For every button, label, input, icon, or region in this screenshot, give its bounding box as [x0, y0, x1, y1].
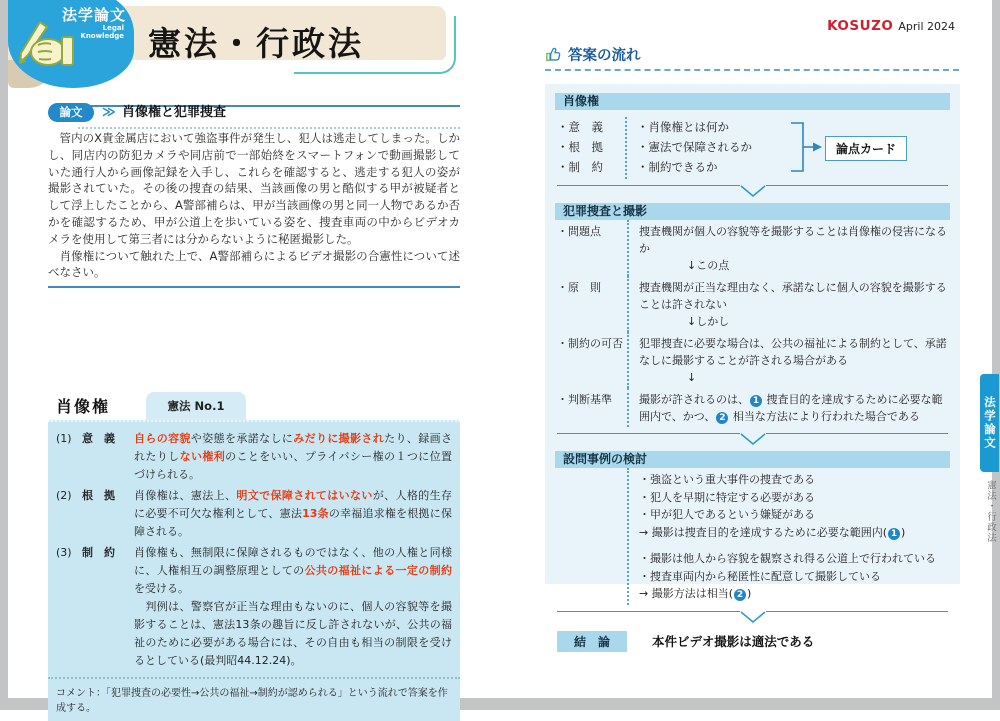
chevron-right-icon: ≫ — [102, 105, 116, 120]
case-row — [557, 468, 950, 605]
element — [39, 59, 51, 60]
topic-card: 論点カード — [825, 136, 907, 161]
page-sheet — [8, 0, 992, 714]
knowledge-box-body — [48, 420, 460, 677]
answer-flow-title: 答案の流れ — [568, 48, 641, 64]
text-segment: ) — [901, 525, 906, 539]
magazine-issue — [827, 18, 955, 34]
circled-number-icon: 2 — [716, 412, 728, 424]
brand-subtitle-line2: Knowledge — [80, 32, 124, 40]
bullet-item: ・捜査車両内から秘匿性に配意して撮影している — [639, 569, 881, 583]
side-tab-category: 法学論文 — [980, 374, 999, 472]
flow-connector — [557, 185, 948, 198]
element — [813, 143, 822, 152]
portrait-section-row — [557, 117, 950, 179]
knowledge-box — [48, 392, 460, 721]
arrow-note: ↓ — [687, 371, 697, 384]
row-label-empty — [557, 468, 627, 605]
conclusion-text: 本件ビデオ撮影は適法である — [652, 634, 815, 649]
side-tab-subcategory: 憲法・行政法 — [985, 480, 996, 543]
bullet-item: ・甲が犯人であるという嫌疑がある — [639, 508, 815, 521]
bullet-item: ・撮影は他人から容貌を観察され得る公道上で行われている — [639, 552, 936, 565]
connector-line — [766, 611, 949, 612]
answer-flow-heading — [545, 44, 641, 65]
text-segment: 捜査目的を達成するために必要な範囲内で、かつ、 — [639, 393, 943, 423]
circled-number-icon: 2 — [734, 589, 746, 601]
text-segment: 明文で保障されてはいない — [236, 489, 373, 502]
row-text — [639, 335, 950, 369]
text-segment: のことをいい、プライバシー権の１つに位置づけられる。 — [134, 450, 452, 481]
text-segment: を受ける。 — [134, 582, 189, 595]
knowledge-box-tab: 憲法 No.1 — [146, 392, 246, 420]
element — [20, 59, 25, 63]
row-content — [627, 276, 950, 332]
row-content — [627, 388, 950, 427]
text-segment: 公共の福祉による一定の制約 — [304, 564, 453, 577]
connector-line — [766, 433, 949, 434]
text-segment: → 撮影方法は相当( — [639, 587, 734, 600]
element — [20, 22, 73, 65]
connector-line — [766, 185, 949, 186]
item-definition — [134, 544, 452, 670]
text-segment: みだりに撮影され — [293, 432, 385, 445]
investigation-rows — [555, 220, 950, 427]
arrow-note: ↓この点 — [687, 259, 730, 272]
knowledge-box-title: 肖像権 — [56, 397, 111, 416]
circled-number-icon: 1 — [750, 395, 762, 407]
essay-question-block — [48, 96, 460, 288]
investigation-row — [557, 388, 950, 427]
portrait-question: ・憲法で保障されるか — [637, 140, 752, 154]
text-segment: ) — [747, 587, 752, 600]
knowledge-box-header — [48, 392, 460, 420]
text-segment: たり、録画されたりし — [134, 432, 453, 463]
row-label: ・問題点 — [557, 225, 601, 238]
text-segment: → 撮影は捜査目的を達成するために必要な範囲内( — [639, 525, 888, 539]
essay-heading: 肖像権と犯罪捜査 — [122, 105, 227, 120]
portrait-label: ・意 義 — [557, 120, 603, 134]
text-segment: 捜査機関が個人の容貌等を撮影することは肖像権の侵害になるか — [639, 225, 947, 255]
arrow-note: ↓しかし — [687, 315, 730, 328]
text-segment: 13条 — [302, 507, 329, 520]
portrait-question: ・肖像権とは何か — [637, 120, 729, 134]
text-segment: が、人格的生存に必要不可欠な権利として、憲法 — [134, 489, 453, 520]
bracket-arrow — [789, 115, 825, 179]
text-segment: 捜査機関が正当な理由なく、承諾なしに個人の容貌を撮影することは許されない — [639, 281, 947, 311]
item-term: 意 義 — [82, 432, 115, 445]
brand-subtitle-line1: Legal — [102, 24, 124, 32]
element — [791, 123, 803, 171]
portrait-questions — [627, 117, 789, 179]
conclusion-badge: 結 論 — [557, 631, 627, 652]
element — [741, 434, 765, 444]
section-bar-case-review: 設問事例の検討 — [555, 451, 950, 468]
issue-date: April 2024 — [898, 20, 955, 33]
row-text — [639, 279, 950, 313]
magazine-name: KOSUZO — [827, 18, 894, 34]
portrait-question: ・制約できるか — [637, 160, 718, 174]
item-term: 制 約 — [82, 546, 115, 559]
chevron-down-icon — [740, 185, 766, 198]
flow-connector — [557, 433, 948, 446]
text-segment: 肖像権は、憲法上、 — [134, 489, 237, 502]
item-number: (3) — [56, 546, 72, 559]
element — [62, 37, 73, 65]
row-label: ・判断基準 — [557, 393, 612, 406]
result-line — [639, 524, 950, 542]
circled-number-icon: 1 — [888, 528, 900, 540]
connector-line — [557, 611, 740, 612]
connector-line — [557, 185, 740, 186]
investigation-row — [557, 220, 950, 276]
connector-line — [557, 433, 740, 434]
definition-paragraph — [134, 430, 452, 484]
page-title: 憲法・行政法 — [148, 24, 364, 63]
definition-paragraph — [134, 598, 452, 670]
row-text — [639, 223, 950, 257]
text-segment: の幸福追求権を根拠に保障される。 — [134, 507, 452, 538]
answer-flow-dashed-rule — [545, 69, 959, 71]
portrait-label: ・制 約 — [557, 160, 603, 174]
item-term: 根 拠 — [82, 489, 115, 502]
definition-item — [56, 487, 452, 541]
definition-item — [56, 544, 452, 670]
investigation-row — [557, 276, 950, 332]
pointing-hand-icon — [545, 46, 563, 64]
comment-note: コメント：「犯罪捜査の必要性→公共の福祉→制約が認められる」という流れで答案を作成する。 — [48, 677, 460, 721]
essay-body — [48, 130, 460, 281]
element — [741, 186, 765, 196]
item-number: (2) — [56, 489, 72, 502]
text-segment: 肖像権も、無制限に保障されるものではなく、他の人権と同様に、人権相互の調整原理としての — [134, 546, 452, 577]
case-group — [639, 550, 950, 603]
chevron-down-icon — [740, 433, 766, 446]
text-segment: や姿態を承諾なしに — [190, 432, 294, 445]
section-bar-investigation: 犯罪捜査と撮影 — [555, 203, 950, 220]
row-content — [627, 332, 950, 388]
result-line — [639, 585, 950, 603]
essay-paragraph: 肖像権について触れた上で、A警部補らによるビデオ撮影の合憲性について述べなさい。 — [48, 248, 460, 280]
essay-heading-row — [48, 96, 460, 130]
element — [741, 612, 765, 622]
bullet-item: ・強盗という重大事件の捜査である — [639, 473, 815, 486]
row-label: ・原 則 — [557, 281, 601, 294]
definition-paragraph — [134, 544, 452, 598]
row-text — [639, 391, 950, 425]
row-content — [627, 220, 950, 276]
element — [551, 48, 560, 60]
investigation-row — [557, 332, 950, 388]
definition-paragraph — [134, 487, 452, 541]
text-segment: 判例は、警察官が正当な理由もないのに、個人の容貌等を撮影することは、憲法13条の趣旨に反し許されないが、公共の福祉のために必要がある場合には、その自由も相当の制限を受けるとしている(最判昭44.12.24)。 — [134, 600, 452, 667]
answer-flow-panel — [545, 84, 960, 649]
text-segment: ない権利 — [179, 450, 226, 463]
text-segment: 撮影が許されるのは、 — [639, 393, 749, 406]
essay-dotted-rule — [78, 127, 460, 129]
row-label: ・制約の可否 — [557, 337, 623, 350]
item-definition — [134, 430, 452, 484]
portrait-labels — [557, 117, 625, 179]
flow-connector — [557, 611, 948, 624]
element — [38, 51, 52, 52]
item-number: (1) — [56, 432, 72, 445]
conclusion-row — [557, 631, 950, 652]
text-segment: 自らの容貌 — [134, 432, 191, 445]
chevron-down-icon — [740, 611, 766, 624]
brand-title: 法学論文 — [61, 6, 126, 24]
portrait-label: ・根 拠 — [557, 140, 603, 154]
essay-paragraph: 管内のX貴金属店において強盗事件が発生し、犯人は逃走してしまった。しかし、同店内の防犯カメラや同店前で一部始終をスマートフォンで動画撮影していた通行人から画像記録を入手し、これらを確認すると、逃走する犯人の姿が撮影されていた。その後の捜査の結果、当該画像の男と酷似する甲が被疑者として浮上したことから、A警部補らは、甲が当該画像の男と同一人物であるか否かを確認するため、甲が公道上を歩いている姿を、捜査車両の中からビデオカメラを使用して第三者には分からないように秘匿撮影した。 — [48, 131, 460, 246]
text-segment: 犯罪捜査に必要な場合は、公共の福祉による制約として、承諾なしに撮影することが許される場合がある — [639, 337, 947, 367]
brand-subtitle — [80, 24, 124, 40]
bullet-item: ・犯人を早期に特定する必要がある — [639, 490, 815, 504]
item-definition — [134, 487, 452, 541]
case-review-rows — [555, 468, 950, 605]
row-content — [627, 468, 950, 605]
section-bar-portrait-right: 肖像権 — [555, 93, 950, 110]
element — [547, 53, 550, 60]
writing-hand-icon — [10, 18, 76, 74]
case-group — [639, 471, 950, 541]
text-segment: 相当な方法により行われた場合である — [729, 410, 920, 423]
brand-badge — [8, 0, 134, 88]
definition-item — [56, 430, 452, 484]
essay-badge: 論文 — [48, 103, 94, 122]
